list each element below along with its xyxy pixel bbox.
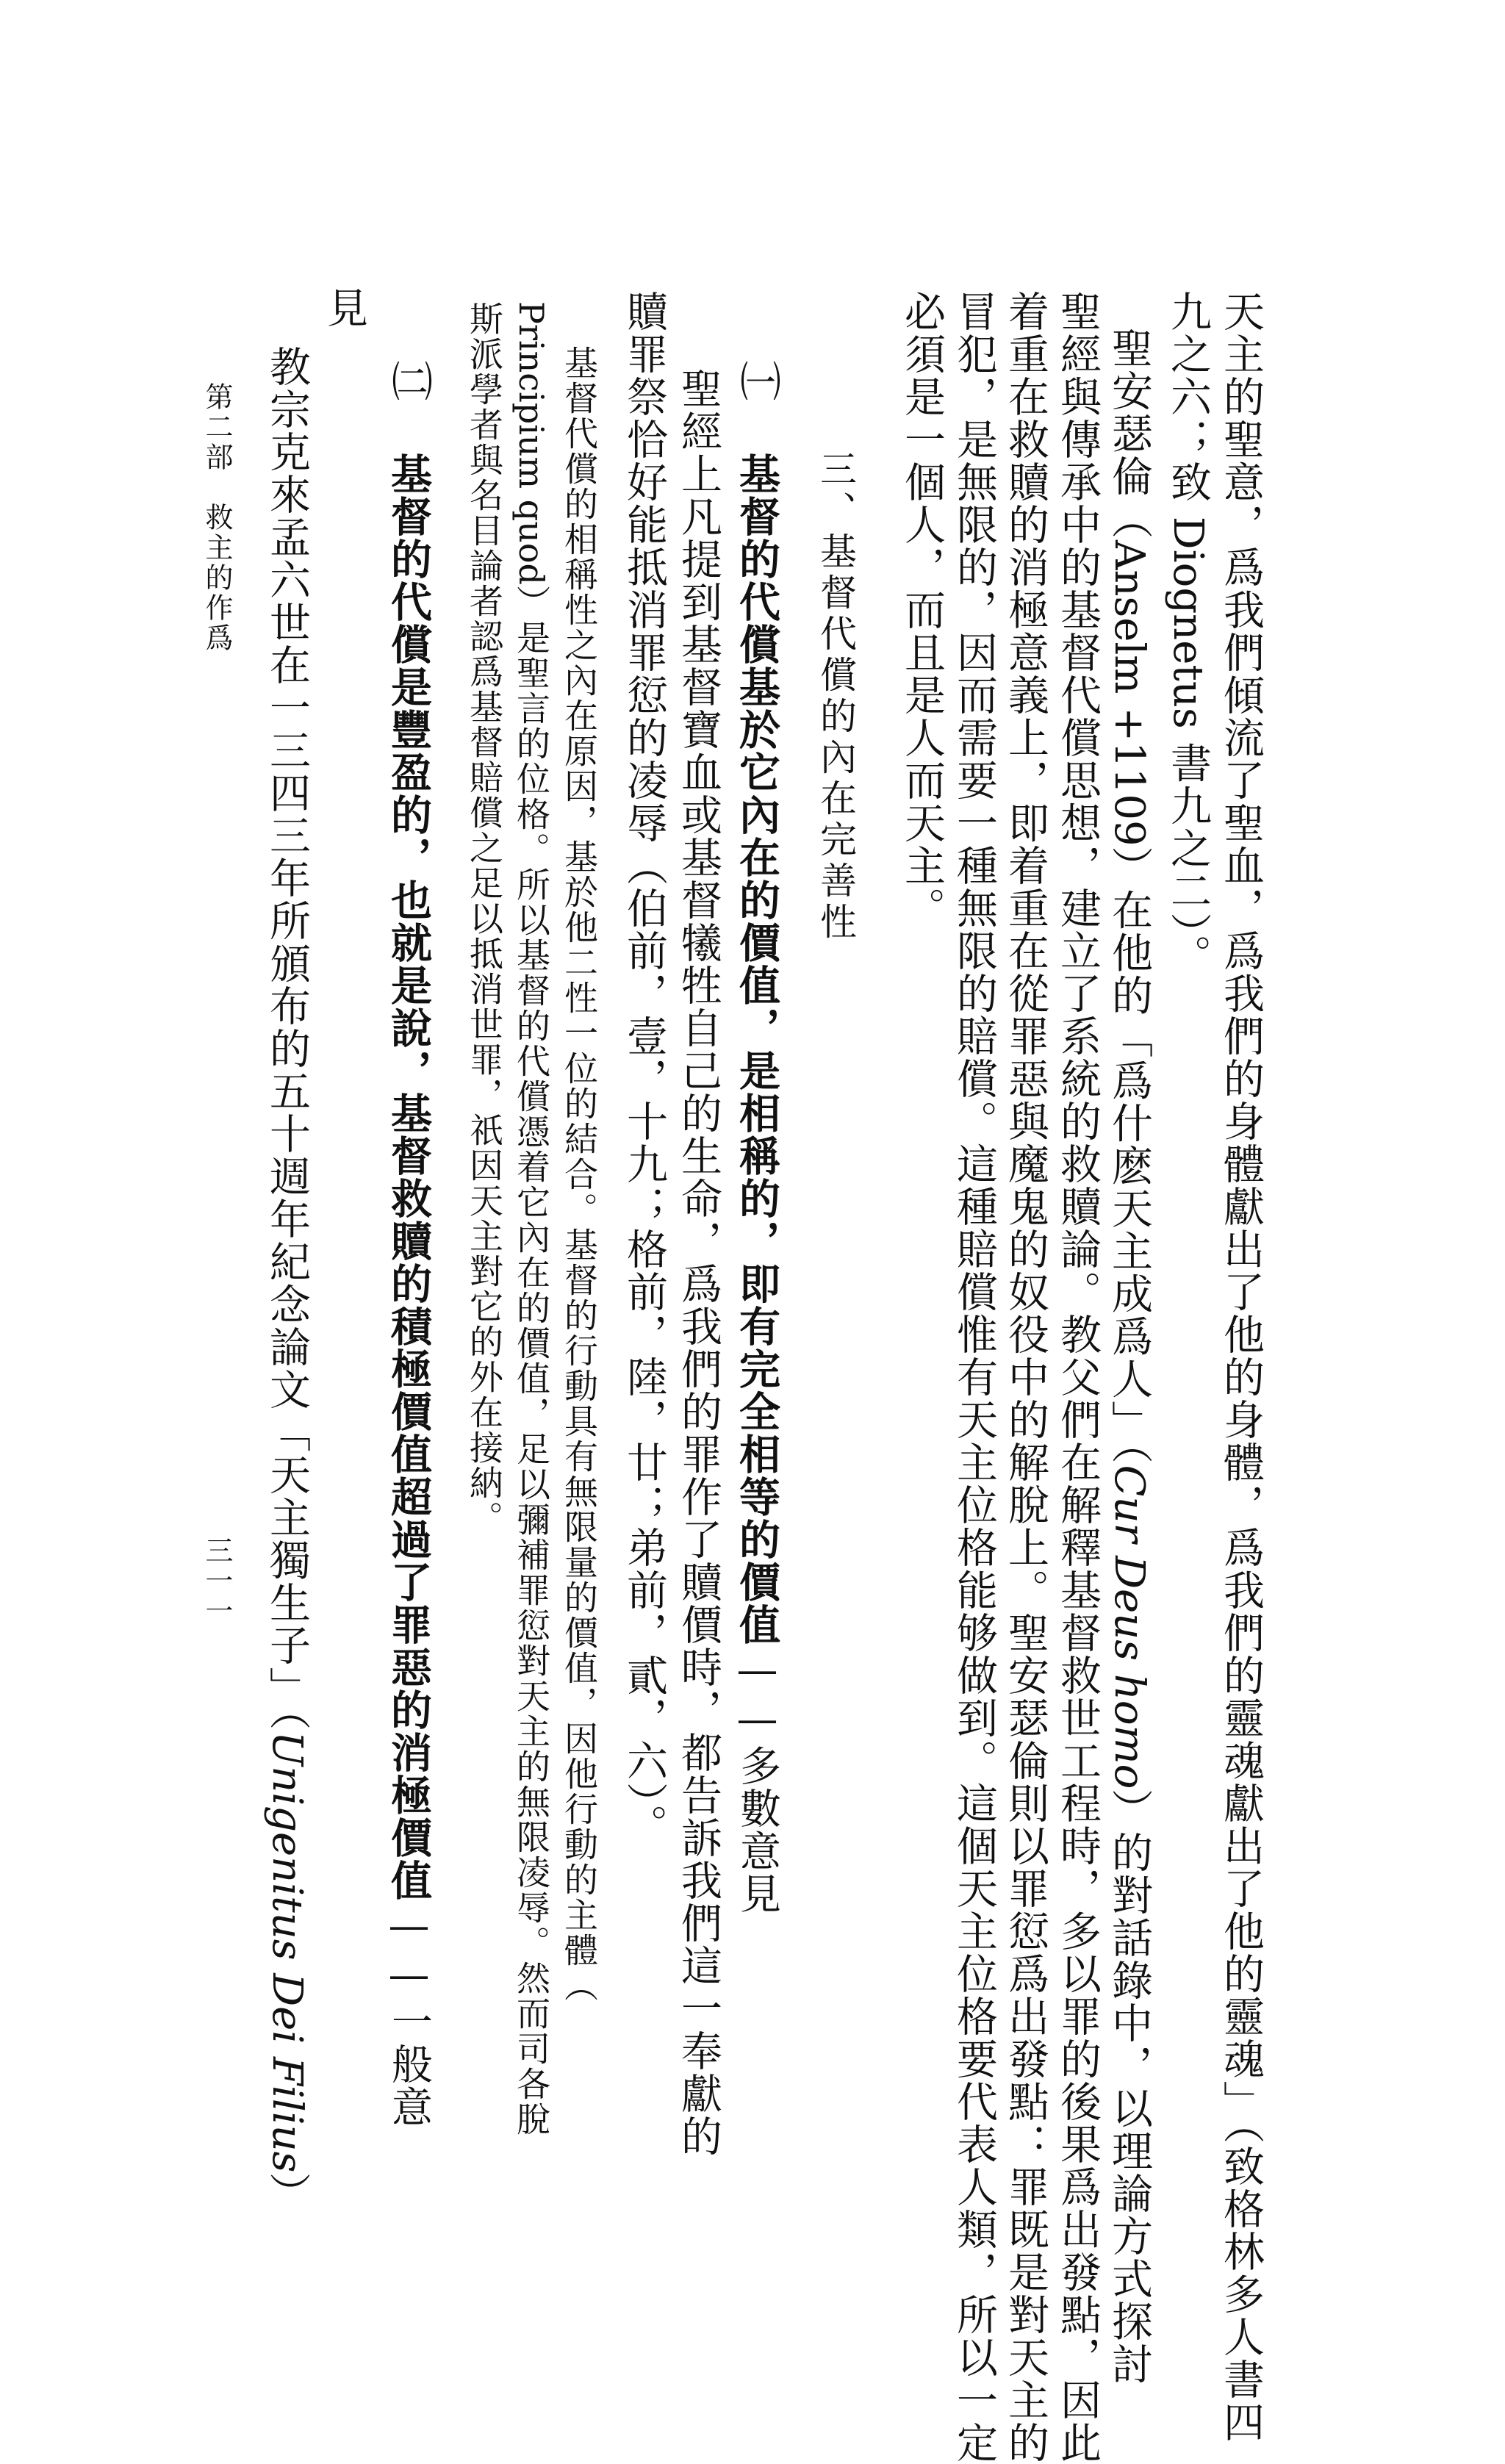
text-column-6 bbox=[950, 290, 998, 2464]
text-segment: ——多數意見 bbox=[733, 1646, 781, 1915]
note-column-3 bbox=[464, 301, 504, 1536]
text-segment: 冒犯，是無限的，因而需要一種無限的賠償。這種賠償惟有天主位格能够做到。這個天主位格要代表人類，所以一定 bbox=[950, 290, 998, 2464]
list-marker: ㈠ bbox=[733, 360, 781, 403]
text-segment: 書九之二）。 bbox=[1164, 741, 1212, 977]
text-segment: ——一般意 bbox=[385, 1902, 433, 2128]
text-segment: 斯派學者與名目論者認爲基督賠償之足以抵消世罪，祇因天主對它的外在接納。 bbox=[464, 301, 504, 1536]
text-column-10 bbox=[675, 367, 722, 2158]
latin-term: Anselm +1109 bbox=[1105, 540, 1153, 847]
text-segment: 見 bbox=[320, 287, 368, 329]
text-column-3 bbox=[1105, 327, 1153, 2386]
latin-term: Cur Deus homo bbox=[1105, 1465, 1153, 1789]
text-column-17 bbox=[263, 345, 311, 2216]
text-segment: 教宗克來孟六世在一三四三年所頒布的五十週年紀念論文「天主獨生子」（ bbox=[263, 345, 311, 1731]
latin-term: Diognetus bbox=[1164, 503, 1212, 742]
text-segment: 天主的聖意，爲我們傾流了聖血，爲我們的身體獻出了他的身體，爲我們的靈魂獻出了他的靈魂」（致格林多人書四 bbox=[1217, 290, 1265, 2443]
subheading-two bbox=[384, 360, 433, 2128]
text-column-1 bbox=[1217, 290, 1265, 2443]
note-column-2 bbox=[511, 301, 551, 2137]
text-segment: 聖安瑟倫（ bbox=[1105, 327, 1153, 540]
running-footer-title: 第二部 救主的作爲 bbox=[201, 382, 233, 653]
bold-statement: 基督的代償是豐盈的，也就是說，基督救贖的積極價值超過了罪惡的消極價值 bbox=[384, 403, 433, 1902]
bold-statement: 基督的代償基於它內在的價值，是相稱的，即有完全相等的價值 bbox=[733, 403, 781, 1646]
latin-term: Unigenitus Dei Filius bbox=[263, 1731, 311, 2173]
text-segment: 聖經與傳承中的基督代償思想，建立了系統的救贖論。教父們在解釋基督救世工程時，多以罪的後果爲出發點，因此 bbox=[1054, 290, 1102, 2464]
text-segment: ）的對話錄中，以理論方式探討 bbox=[1105, 1789, 1153, 2386]
text-segment: ）在他的「爲什麽天主成爲人」（ bbox=[1105, 846, 1153, 1465]
page-number: 三一一 bbox=[201, 1536, 233, 1626]
section-heading bbox=[814, 450, 857, 944]
text-column-7 bbox=[898, 290, 946, 930]
text-column-5 bbox=[1002, 290, 1049, 2464]
text-segment: 聖經上凡提到基督寶血或基督犧牲自己的生命，爲我們的罪作了贖價時，都告訴我們這一奉獻的 bbox=[675, 367, 722, 2158]
text-segment: 着重在救贖的消極意義上，即着重在從罪惡與魔鬼的奴役中的解脫上。聖安瑟倫則以罪愆爲出發點：罪既是對天主的 bbox=[1002, 290, 1049, 2464]
text-segment: 贖罪祭恰好能抵消罪愆的凌辱（伯前，壹，十九；格前，陸，廿；弟前，貳，六）。 bbox=[620, 290, 668, 1847]
text-column-11 bbox=[620, 290, 668, 1847]
text-column-2 bbox=[1164, 290, 1212, 977]
text-segment: 基督代償的相稱性之內在原因，基於他二性一位的結合。基督的行動具有無限量的價值，因他行動的主體（ bbox=[559, 345, 599, 2003]
latin-term: Principium quod bbox=[511, 301, 551, 585]
text-segment: ）是聖言的位格。所以基督的代償憑着它內在的價值，足以彌補罪愆對天主的無限凌辱。然而司各脫 bbox=[511, 585, 551, 2137]
text-column-16 bbox=[320, 287, 368, 329]
text-segment: 九之六；致 bbox=[1164, 290, 1212, 503]
text-segment: ） bbox=[263, 2172, 311, 2216]
subheading-one bbox=[733, 360, 781, 1915]
note-column-1 bbox=[559, 345, 599, 2003]
text-segment: 必須是一個人，而且是人而天主。 bbox=[898, 290, 946, 930]
text-column-4 bbox=[1054, 290, 1102, 2464]
text-segment: 三、基督代償的內在完善性 bbox=[814, 450, 857, 944]
list-marker: ㈡ bbox=[385, 360, 433, 403]
